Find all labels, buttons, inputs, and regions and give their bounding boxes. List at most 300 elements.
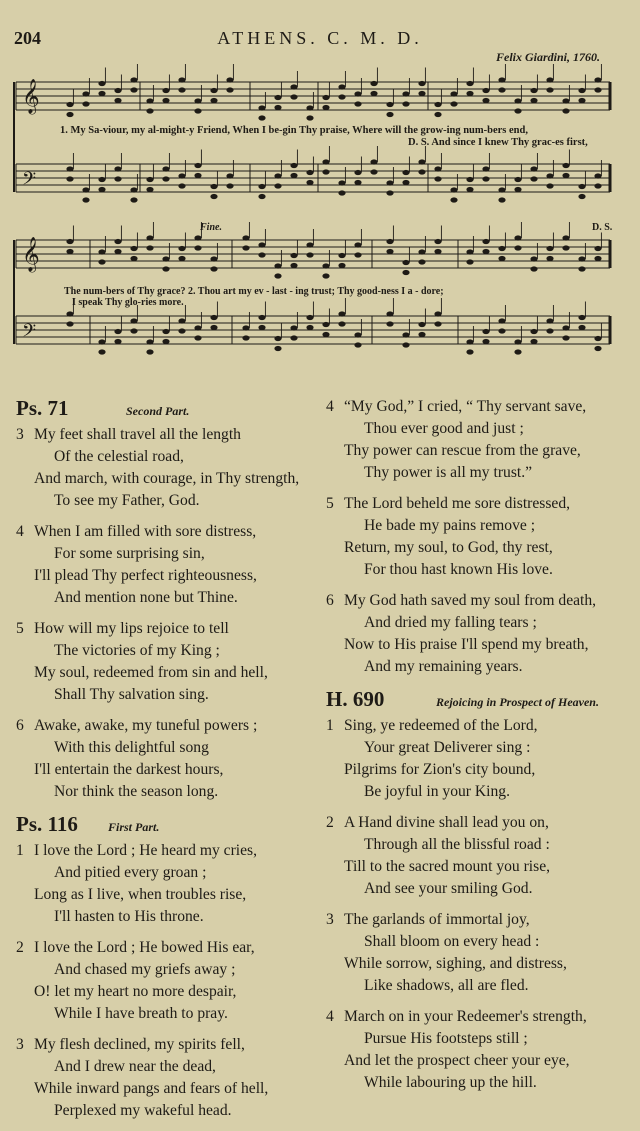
note-head — [418, 81, 425, 86]
note-head — [546, 328, 553, 333]
stanza-line — [16, 662, 318, 684]
note-head — [338, 180, 345, 185]
note-head — [178, 77, 185, 82]
note-head — [482, 249, 489, 254]
note-head — [194, 98, 201, 103]
note-head — [578, 266, 585, 271]
page-header — [14, 28, 626, 50]
stanza-line — [326, 1006, 628, 1028]
note-head — [466, 91, 473, 96]
note-head — [482, 329, 489, 334]
note-head — [114, 339, 121, 344]
note-head — [418, 169, 425, 174]
note-head — [146, 245, 153, 250]
note-head — [130, 77, 137, 82]
note-head — [210, 88, 217, 93]
note-head — [562, 325, 569, 330]
stanza-line — [326, 493, 628, 515]
line-text: Thy power can rescue from the grave, — [344, 442, 581, 459]
stanza-number: 6 — [326, 592, 334, 609]
note-head — [498, 246, 505, 251]
stanza-line — [326, 715, 628, 737]
note-head — [450, 187, 457, 192]
note-head — [162, 176, 169, 181]
note-head — [114, 88, 121, 93]
note-head — [194, 245, 201, 250]
note-head — [514, 98, 521, 103]
note-head — [338, 253, 345, 258]
stanza-line — [16, 737, 318, 759]
note-head — [82, 91, 89, 96]
note-head — [386, 239, 393, 244]
line-text: Perplexed my wakeful head. — [54, 1102, 232, 1119]
note-head — [594, 183, 601, 188]
stanza-line — [16, 1078, 318, 1100]
note-head — [354, 252, 361, 257]
note-head — [482, 239, 489, 244]
stanza-number: 2 — [16, 939, 24, 956]
note-head — [162, 329, 169, 334]
note-head — [386, 321, 393, 326]
stanza-line — [326, 612, 628, 634]
note-head — [546, 318, 553, 323]
section-heading — [16, 396, 318, 422]
note-head — [466, 187, 473, 192]
note-head — [322, 169, 329, 174]
line-text: My feet shall travel all the length — [34, 426, 241, 443]
note-head — [386, 180, 393, 185]
note-head — [434, 166, 441, 171]
line-text: “My God,” I cried, “ Thy servant save, — [344, 398, 587, 415]
line-text: The garlands of immortal joy, — [344, 911, 530, 928]
line-text: I'll plead Thy perfect righteousness, — [34, 567, 257, 584]
note-head — [322, 263, 329, 268]
note-head — [418, 332, 425, 337]
line-text: Return, my soul, to God, thy rest, — [344, 539, 553, 556]
note-head — [210, 194, 217, 199]
note-head — [274, 346, 281, 351]
note-head — [434, 239, 441, 244]
line-text: Now to His praise I'll spend my breath, — [344, 636, 589, 653]
line-text: I love the Lord ; He bowed His ear, — [34, 939, 255, 956]
note-head — [226, 87, 233, 92]
note-head — [274, 183, 281, 188]
note-head — [290, 173, 297, 178]
part-label: Rejoicing in Prospect of Heaven. — [436, 695, 599, 709]
note-head — [66, 112, 73, 117]
note-head — [482, 339, 489, 344]
note-head — [146, 349, 153, 354]
note-head — [98, 91, 105, 96]
stanza — [16, 618, 318, 706]
note-head — [450, 197, 457, 202]
note-head — [66, 321, 73, 326]
stanza-line — [16, 906, 318, 928]
note-head — [562, 245, 569, 250]
note-head — [290, 94, 297, 99]
note-head — [194, 173, 201, 178]
right-column — [326, 396, 628, 1103]
line-text: Your great Deliverer sing : — [364, 739, 531, 756]
stanza — [326, 1006, 628, 1094]
stanza-line — [326, 515, 628, 537]
note-head — [434, 102, 441, 107]
line-text: Awake, awake, my tuneful powers ; — [34, 717, 258, 734]
note-head — [530, 166, 537, 171]
hymn-section — [326, 687, 628, 1094]
line-text: My God hath saved my soul from death, — [344, 592, 597, 609]
note-head — [354, 101, 361, 106]
note-head — [562, 173, 569, 178]
note-head — [274, 263, 281, 268]
lyrics-line-2: D. S. And since I knew Thy grac-es first, — [408, 137, 588, 148]
note-head — [146, 235, 153, 240]
stanza-number: 2 — [326, 814, 334, 831]
part-label: First Part. — [108, 820, 160, 834]
note-head — [338, 94, 345, 99]
note-head — [242, 245, 249, 250]
note-head — [354, 342, 361, 347]
section-heading — [16, 812, 318, 838]
note-head — [338, 263, 345, 268]
composer-credit: Felix Giardini, 1760. — [495, 50, 600, 64]
note-head — [210, 98, 217, 103]
stanza-line — [16, 565, 318, 587]
stanza — [326, 590, 628, 678]
note-head — [98, 187, 105, 192]
line-text: Through all the blissful road : — [364, 836, 550, 853]
stanza-line — [326, 1072, 628, 1094]
note-head — [482, 166, 489, 171]
stanza-line — [16, 862, 318, 884]
stanza-line — [326, 856, 628, 878]
note-head — [242, 235, 249, 240]
note-head — [466, 177, 473, 182]
stanza-line — [326, 656, 628, 678]
treble-clef-icon: 𝄞 — [22, 237, 40, 272]
stanza-line — [326, 975, 628, 997]
note-head — [146, 177, 153, 182]
note-head — [498, 187, 505, 192]
note-head — [546, 183, 553, 188]
stanza-line — [16, 981, 318, 1003]
note-head — [402, 101, 409, 106]
note-head — [434, 112, 441, 117]
stanza — [16, 937, 318, 1025]
note-head — [530, 88, 537, 93]
note-head — [514, 235, 521, 240]
staff — [16, 146, 610, 203]
line-text: The victories of my King ; — [54, 642, 220, 659]
note-head — [594, 87, 601, 92]
note-head — [114, 98, 121, 103]
note-head — [258, 105, 265, 110]
note-head — [258, 194, 265, 199]
note-head — [402, 270, 409, 275]
note-head — [354, 91, 361, 96]
note-head — [402, 170, 409, 175]
stanza-line — [16, 1034, 318, 1056]
note-head — [306, 170, 313, 175]
note-head — [578, 88, 585, 93]
note-head — [370, 81, 377, 86]
stanza-line — [326, 953, 628, 975]
bass-clef-icon: 𝄢 — [22, 169, 37, 194]
note-head — [130, 187, 137, 192]
line-text: Pursue His footsteps still ; — [364, 1030, 528, 1047]
note-head — [274, 95, 281, 100]
note-head — [258, 252, 265, 257]
note-head — [290, 335, 297, 340]
note-head — [98, 339, 105, 344]
stanza — [326, 396, 628, 484]
note-head — [130, 246, 137, 251]
note-head — [482, 88, 489, 93]
line-text: And let the prospect cheer your eye, — [344, 1052, 570, 1069]
note-head — [482, 176, 489, 181]
part-label: Second Part. — [126, 404, 190, 418]
note-head — [578, 194, 585, 199]
lyrics-line-1: 1. My Sa-viour, my al-might-y Friend, When I be-gin Thy praise, Where will the grow-ing num-bers end, — [60, 125, 528, 136]
note-head — [402, 332, 409, 337]
stanza-line — [16, 468, 318, 490]
note-head — [466, 81, 473, 86]
stanza-line — [16, 446, 318, 468]
note-head — [514, 245, 521, 250]
stanza-line — [16, 543, 318, 565]
tune-title: ATHENS. C. M. D. — [217, 28, 423, 48]
treble-clef-icon: 𝄞 — [22, 79, 40, 114]
note-head — [498, 318, 505, 323]
note-head — [98, 177, 105, 182]
note-head — [66, 249, 73, 254]
note-head — [322, 159, 329, 164]
line-text: O! let my heart no more despair, — [34, 983, 237, 1000]
psalm-title: Ps. 71 — [16, 396, 69, 420]
note-head — [450, 101, 457, 106]
note-head — [498, 256, 505, 261]
note-head — [434, 311, 441, 316]
stanza — [326, 715, 628, 803]
note-head — [354, 180, 361, 185]
note-head — [578, 184, 585, 189]
note-head — [322, 105, 329, 110]
stanza-line — [16, 840, 318, 862]
stanza — [16, 840, 318, 928]
note-head — [498, 328, 505, 333]
note-head — [530, 256, 537, 261]
note-head — [226, 77, 233, 82]
note-head — [290, 325, 297, 330]
line-text: Be joyful in your King. — [364, 783, 510, 800]
note-head — [386, 112, 393, 117]
note-head — [418, 159, 425, 164]
line-text: Till to the sacred mount you rise, — [344, 858, 551, 875]
stanza-line — [16, 715, 318, 737]
stanza-number: 4 — [326, 398, 334, 415]
note-head — [258, 242, 265, 247]
note-head — [466, 349, 473, 354]
note-head — [306, 325, 313, 330]
note-head — [530, 339, 537, 344]
fine-mark: Fine. — [200, 222, 222, 233]
line-text: The Lord beheld me sore distressed, — [344, 495, 571, 512]
line-text: And pitied every groan ; — [54, 864, 207, 881]
note-head — [434, 176, 441, 181]
note-head — [162, 339, 169, 344]
note-head — [130, 318, 137, 323]
music-score — [0, 58, 640, 378]
note-head — [562, 235, 569, 240]
note-head — [146, 339, 153, 344]
stanza-number: 1 — [326, 717, 334, 734]
line-text: When I am filled with sore distress, — [34, 523, 257, 540]
note-head — [82, 197, 89, 202]
line-text: March on in your Redeemer's strength, — [344, 1008, 587, 1025]
note-head — [98, 259, 105, 264]
note-head — [114, 329, 121, 334]
note-head — [130, 197, 137, 202]
stanza-number: 5 — [16, 620, 24, 637]
line-text: While I have breath to pray. — [54, 1005, 228, 1022]
note-head — [578, 315, 585, 320]
note-head — [514, 187, 521, 192]
line-text: How will my lips rejoice to tell — [34, 620, 229, 637]
note-head — [114, 166, 121, 171]
note-head — [546, 246, 553, 251]
line-text: While labouring up the hill. — [364, 1074, 537, 1091]
line-text: Like shadows, all are fled. — [364, 977, 529, 994]
note-head — [210, 256, 217, 261]
stanza-number: 4 — [16, 523, 24, 540]
note-head — [194, 108, 201, 113]
line-text: And my remaining years. — [364, 658, 523, 675]
note-head — [514, 339, 521, 344]
note-head — [146, 108, 153, 113]
staff — [16, 64, 610, 121]
note-head — [66, 102, 73, 107]
line-text: And march, with courage, in Thy strength, — [34, 470, 300, 487]
note-head — [146, 98, 153, 103]
note-head — [178, 328, 185, 333]
note-head — [178, 318, 185, 323]
note-head — [274, 105, 281, 110]
note-head — [114, 249, 121, 254]
note-head — [338, 190, 345, 195]
stanza-number: 6 — [16, 717, 24, 734]
note-head — [162, 166, 169, 171]
stanza-line — [326, 418, 628, 440]
note-head — [594, 246, 601, 251]
stanza-line — [16, 1100, 318, 1122]
section-heading — [326, 687, 628, 713]
stanza — [16, 424, 318, 512]
note-head — [546, 173, 553, 178]
note-head — [194, 335, 201, 340]
stanza-line — [326, 737, 628, 759]
stanza-line — [16, 937, 318, 959]
note-head — [514, 349, 521, 354]
note-head — [114, 239, 121, 244]
line-text: While inward pangs and fears of hell, — [34, 1080, 269, 1097]
note-head — [322, 332, 329, 337]
psalm-title: H. 690 — [326, 687, 385, 711]
note-head — [114, 176, 121, 181]
note-head — [594, 77, 601, 82]
lyrics-line-3: The num-bers of Thy grace? 2. Thou art my ev - last - ing trust; Thy good-ness I a - dore; — [64, 286, 444, 297]
note-head — [306, 315, 313, 320]
note-head — [562, 335, 569, 340]
line-text: And mention none but Thine. — [54, 589, 238, 606]
note-head — [306, 105, 313, 110]
line-text: Shall bloom on every head : — [364, 933, 540, 950]
stanza-line — [16, 640, 318, 662]
note-head — [386, 249, 393, 254]
note-head — [578, 325, 585, 330]
note-head — [162, 98, 169, 103]
line-text: He bade my pains remove ; — [364, 517, 536, 534]
stanza-line — [16, 1056, 318, 1078]
note-head — [226, 183, 233, 188]
line-text: I love the Lord ; He heard my cries, — [34, 842, 257, 859]
note-head — [210, 184, 217, 189]
note-head — [594, 336, 601, 341]
note-head — [274, 336, 281, 341]
stanza-number: 3 — [16, 426, 24, 443]
note-head — [194, 235, 201, 240]
line-text: Sing, ye redeemed of the Lord, — [344, 717, 538, 734]
note-head — [194, 163, 201, 168]
note-head — [562, 163, 569, 168]
stanza-line — [16, 490, 318, 512]
note-head — [466, 249, 473, 254]
note-head — [306, 252, 313, 257]
note-head — [66, 166, 73, 171]
stanza-number: 4 — [326, 1008, 334, 1025]
line-text: Nor think the season long. — [54, 783, 219, 800]
note-head — [66, 239, 73, 244]
stanza-line — [16, 781, 318, 803]
note-head — [530, 266, 537, 271]
note-head — [226, 173, 233, 178]
stanza-line — [16, 959, 318, 981]
note-head — [402, 342, 409, 347]
note-head — [130, 256, 137, 261]
dal-segno-mark: D. S. — [592, 222, 613, 233]
stanza — [326, 909, 628, 997]
note-head — [434, 321, 441, 326]
psalm-title: Ps. 116 — [16, 812, 78, 836]
note-head — [514, 108, 521, 113]
bass-clef-icon: 𝄢 — [22, 321, 37, 346]
stanza-line — [16, 759, 318, 781]
note-head — [210, 325, 217, 330]
note-head — [162, 256, 169, 261]
stanza — [16, 715, 318, 803]
note-head — [322, 95, 329, 100]
line-text: Pilgrims for Zion's city bound, — [344, 761, 536, 778]
note-head — [530, 176, 537, 181]
stanza — [16, 1034, 318, 1122]
note-head — [258, 315, 265, 320]
note-head — [386, 190, 393, 195]
note-head — [290, 263, 297, 268]
note-head — [402, 180, 409, 185]
page-number: 204 — [14, 28, 41, 48]
note-head — [434, 249, 441, 254]
note-head — [274, 173, 281, 178]
stanza-line — [326, 396, 628, 418]
